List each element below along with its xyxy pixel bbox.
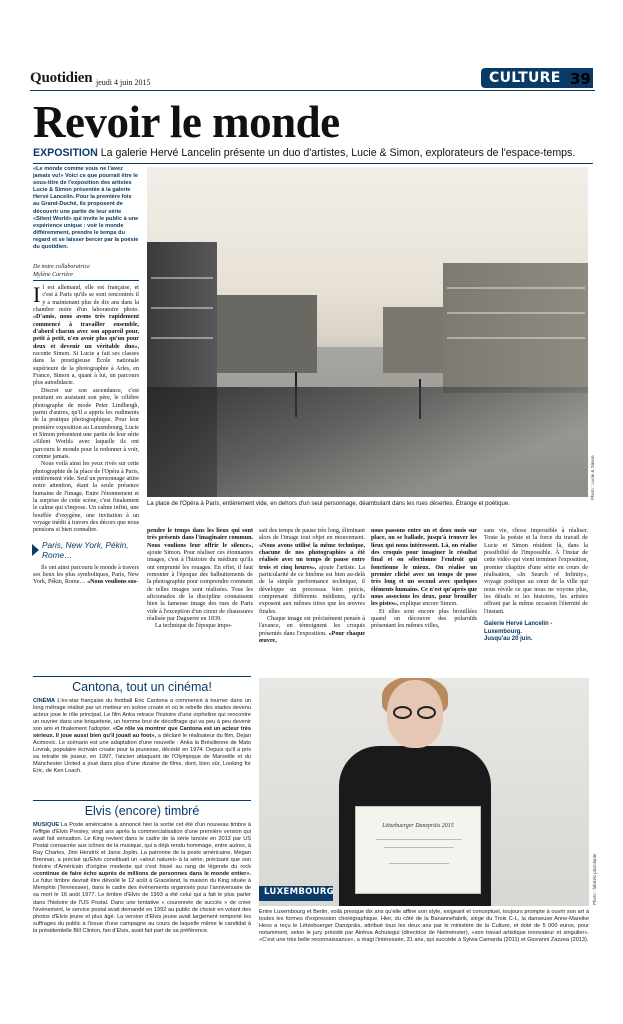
brief-text: a déclaré le réalisateur du film, Dejan Acimovic. Le scénario est une adaptation d'une nouvelle : Anka la Brésilienne de Mato Lovrak, populaire écrivain croate pour la jeunesse, décédé en 1974. Depuis qu'il a pris sa retraite de joueur, en 1997, l'ancien attaquant de l'Olympique de Marseille et du Manchester United a joué dans plus d'une dizaine de films, dont, bien sûr, Looking for Eric, de Ken Loach. (33, 733, 252, 775)
drop-cap: I (33, 282, 41, 307)
headline: Revoir le monde (33, 97, 340, 147)
photo-detail (447, 287, 585, 289)
paragraph: sans vie, chose impossible à réaliser. Toute la poésie et la force du travail de Lucie et Simon résident là, dans la possibilité de l'impossible. À l'instar de cette vidéo qui vient terminer l'exposition, premier chapitre d'une série en cours de réalisation, «In Search of Infinity», voyage poétique au cœur de la ville qui nous révèle ce que nous ne voyons plus, les détails et les histoires, les artistes offrant par la même occasion l'éternité de l'instant. (484, 528, 588, 615)
photo-building (443, 263, 588, 393)
photo-detail (447, 312, 585, 314)
quote: nous passons entre un et deux mois sur place, on se ballade, jusqu'à trouver les lieux qui nous intéressent. Là, on réalise des croquis pour imaginer le résultat final et on sélectionne l'endroit qui fonctionne le mieux. On réalise un premier cliché avec un temps de pose très long et un second avec quelques éléments humains. Ce n'est qu'après que nous associons les deux, pour brouiller les pistes», (371, 528, 477, 608)
quote: pendre le temps dans les lieux qui sont très présents dans l'imaginaire commun. Nous voulions leur offrir le silence», (147, 528, 253, 549)
brief-quote: «continue de faire écho auprès de millions de personnes dans le monde entier». (33, 871, 251, 878)
article-column-1 (33, 282, 139, 587)
photo-credit: Photo : fabrizio pizzolante (592, 853, 597, 905)
glasses-icon (393, 706, 412, 719)
diploma-line (384, 847, 454, 848)
dancer-portrait-photo (259, 678, 589, 906)
paragraph: raconte Simon. Si Lucie a fait ses classes dans la prestigieuse École nationale supérieure de la photographie à Arles, en France, Simon a, quant à lui, un parcours plus autodidacte. (33, 351, 139, 387)
brief-kicker: CINÉMA (33, 698, 56, 704)
exhibition-info (484, 621, 588, 644)
paragraph: Chaque image est précisément pensée à l'avance, en témoignent les croquis présentés dans l'exposition. (259, 616, 365, 637)
photo-building (383, 307, 443, 373)
paragraph: La technique de l'époque impo- (155, 623, 232, 630)
diploma-line (389, 863, 449, 864)
diploma-line (376, 839, 462, 840)
diploma-title: Lëtzebuerger Danzpräis 2015 (382, 823, 454, 829)
paragraph: Discret sur son ascendance, c'est pourtant en assistant son père, le célèbre photographe de mode Peter Lindbergh, parmi d'autres, qu'il a appris les rudiments de la pratique photographique. Pour leur première exposition au Luxembourg, Lucie et Simon présentent une partie de leur série «Silent World» avec laquelle ils ont parcouru le monde pour le redonner à voir, comme jamais. (33, 387, 139, 460)
brief-title: Elvis (encore) timbré (84, 804, 200, 818)
brief-rule (33, 800, 251, 801)
brief-title: Cantona, tout un cinéma! (72, 680, 212, 694)
brief-kicker: MUSIQUE (33, 822, 60, 828)
byline-rule (33, 280, 139, 281)
byline-role: De notre collaboratrice (33, 264, 90, 270)
brief-text: L'ex-star française du football Eric Cantona a commencé à tourner dans un long métrage réalisé par un metteur en scène croate et où le rebelle des stades devenu acteur joue le rôle principal. Le film Anka retrace l'histoire d'une orpheline qui rencontre un ouvrier dans une briqueterie, un homme brut de décoffrage qui va peu à peu devenir son ami et finalement l'adopter. (33, 698, 251, 733)
pull-quote-text: Paris, New York, Pékin, Rome… (42, 539, 129, 560)
newspaper-name: Quotidien (30, 70, 93, 86)
section-label: CULTURE (489, 70, 561, 86)
article-column-4 (371, 528, 477, 631)
paragraph: Et elles sont encore plus brouillées quand on découvre des polaroïds présentant les mêmes villes, (371, 608, 477, 630)
byline (33, 264, 139, 279)
quote: «Pour chaque œuvre, (259, 630, 365, 645)
quote: «Nous avons utilisé la même technique, chacune de nos photographies a été réalisée avec un temps de pause entre trois et cinq heures», (259, 542, 365, 571)
kicker: EXPOSITION (33, 147, 98, 159)
photo-detail (447, 337, 585, 339)
brief-cantona (33, 679, 251, 776)
paragraph: ajoute Simon. Pour réaliser ces étonnantes images, c'est à l'histoire du médium qu'ils ont emprunté les rouages. En effet, il faut remonter à l'époque des balbutiements de la photographie pour comprendre comment de telles images sont réalisées. Tous les aficionados de la discipline connaissent bien la fameuse image des rues de Paris vide à l'exception d'un cireur de chaussures réalisée par Daguerre en 1839. (147, 550, 253, 623)
article-column-5 (484, 528, 588, 644)
paragraph: ajoute l'artiste. La particularité de ce binôme est bien au-delà de la simple performance technique, il développe un processus bien précis, comprenant différents médiums, qu'ils exposent aux mêmes titres que les œuvres finales. (259, 564, 365, 615)
brief-quote: «Ce rôle va montrer que Cantona est un acteur très sérieux. Il joue aussi bien qu'il jouait au foot», (33, 726, 252, 740)
standfirst: La galerie Hervé Lancelin présente un duo d'artistes, Lucie & Simon, explorateurs de l'espace-temps. (100, 147, 576, 159)
brief-body (33, 822, 251, 935)
pull-quote (42, 540, 139, 560)
paragraph: sait des temps de pause très long, éliminant alors de l'image tout objet en mouvement. (259, 528, 365, 542)
glasses-icon (417, 706, 436, 719)
brief-rule (33, 676, 251, 677)
page-number: 39 (570, 70, 591, 88)
quote: «D'amis, nous avons très rapidement commencé à travailler ensemble, d'abord chacun avec son appareil pour, petit à petit, n'en avoir plus qu'un pour deux et devenir un véritable duo», (33, 314, 139, 350)
paragraph: Nous voilà ainsi les yeux rivés sur cette photographie de la place de l'Opéra à Paris, entièrement vide. Seul un personnage attire notre attention, étant la seule présence humaine de l'image. Entre l'étonnement et la surprise de cette scène, c'est finalement le calme qui s'impose. Un calme infini, une bouffée d'oxygène, une invitation à un voyage inédit à travers des décors que nous pensions si bien connaître. (33, 461, 139, 534)
gallery-city: Luxembourg. (484, 628, 523, 635)
location-badge-label: LUXEMBOURG (264, 887, 334, 897)
photo-detail (151, 277, 213, 279)
opera-square-photo (147, 167, 588, 497)
article-column-3 (259, 528, 365, 646)
arrow-icon (32, 544, 39, 556)
location-badge (259, 886, 333, 901)
byline-author: Mylène Carrière (33, 271, 73, 278)
masthead (30, 66, 595, 92)
paragraph: l est allemand, elle est française, et c'est à Paris qu'ils se sont rencontrés il y a maintenant plus de dix ans dans la chambre noire d'un laboratoire photo. (33, 285, 139, 314)
award-diploma (355, 806, 481, 894)
photo-building (217, 295, 317, 373)
photo-shadow (147, 387, 588, 497)
paragraph: explique encore Simon. (399, 601, 458, 608)
portrait-caption: Entre Luxembourg et Berlin, voilà presque dix ans qu'elle affine son style, exigeant et conceptuel, toujours prompte à ouvrir son art à toutes les formes d'expression chorégraphique. Hier, du côté de la Banannefabrik, siège du Trois C-L, la danseuse Anne-Mareike Hess a reçu le Lëtzebuerger Danzpräis, attribué tous les deux ans par le ministère de la Culture, et doté de 5 000 euros, pour notamment, selon le jury présidé par Ainhoa Achutegui (directrice de Neimënster), «son travail artistique innovateur et singulier». «C'est une très belle reconnaissance», a réagi l'intéressée, 31 ans, qui succède à Sylvia Camarda (2011) et Giovanni Zazzea (2013). (259, 909, 589, 944)
gallery-name: Galerie Hervé Lancelin - (484, 621, 553, 628)
issue-date: jeudi 4 juin 2015 (96, 78, 151, 87)
exhibition-dates: Jusqu'au 20 juin. (484, 636, 533, 643)
brief-body (33, 698, 251, 776)
kicker-line (33, 147, 593, 160)
photo-detail (151, 307, 213, 309)
photo-caption: La place de l'Opéra à Paris, entièrement vide, en dehors d'un seul personnage, déambulant dans les rues désertes. Étrange et poétique. (147, 501, 510, 507)
article-column-2 (147, 528, 253, 631)
masthead-rule (30, 90, 595, 91)
intro-box: «Le monde comme vous ne l'avez jamais vu!» Voici ce que pourrait être le sous-titre de l'exposition des artistes Lucie & Simon présentée à la galerie Hervé Lancelin. Pour la première fois au Grand-Duché, ils proposent de découvrir une partie de leur série «Silent World» qui invite le public à une expérience unique : voir le monde différemment, prendre le temps du regard et se laisser bercer par la poésie du quotidien. (33, 166, 139, 251)
paragraph: Ils ont ainsi parcouru le monde à travers ses lieux les plus symboliques, Paris, New York, Pékin, Rome… (33, 564, 139, 586)
brief-elvis (33, 803, 251, 935)
quote: «Nous voulions sus- (87, 579, 139, 586)
brief-text: Le futur timbre devrait être dévoilé le 12 août à Graceland, la maison du King située à Memphis (Tennessee), dans le cadre des événements organisés pour l'anniversaire de sa mort le 16 août 1977. Le timbre d'Elvis de 1993 a été celui qui a fait le plus parler dans l'histoire de l'US Postal. Dans une tentative « couronnée de succès » de créer l'événement, le service postal avait demandé en 1992 au public de choisir en votant des photos d'Elvis jeune et plus âgé. La version d'Elvis jeune avait largement remporté les suffrages du public à l'issue d'une campagne au cours de laquelle même le candidat à la présidentielle Bill Clinton, fan d'Elvis, avait fait part de sa préférence. (33, 878, 251, 934)
photo-detail (151, 337, 213, 339)
headline-rule (33, 163, 593, 164)
photo-credit: Photo : Lucie & Simon (590, 455, 595, 500)
brief-text: La Poste américaine a annoncé hier la sortie cet été d'un nouveau timbre à l'effigie d'Elvis Presley, vingt ans après la commercialisation d'une première version qui avait fait sensation. Le King revient dans le cadre de la série lancée en 2013 par US Postal consacrée aux icônes de la musique, qui a déjà rendu hommage, entre autres, à Ray Charles, Jimi Hendrix et Janis Joplin. La patronne de la poste américaine, Megan Brennan, a précisé qu'Elvis constituait un «atout naturel» à la série, précisant que son histoire d'Américain d'origine modeste qui s'est hissé au rang de légende du rock (33, 822, 251, 871)
